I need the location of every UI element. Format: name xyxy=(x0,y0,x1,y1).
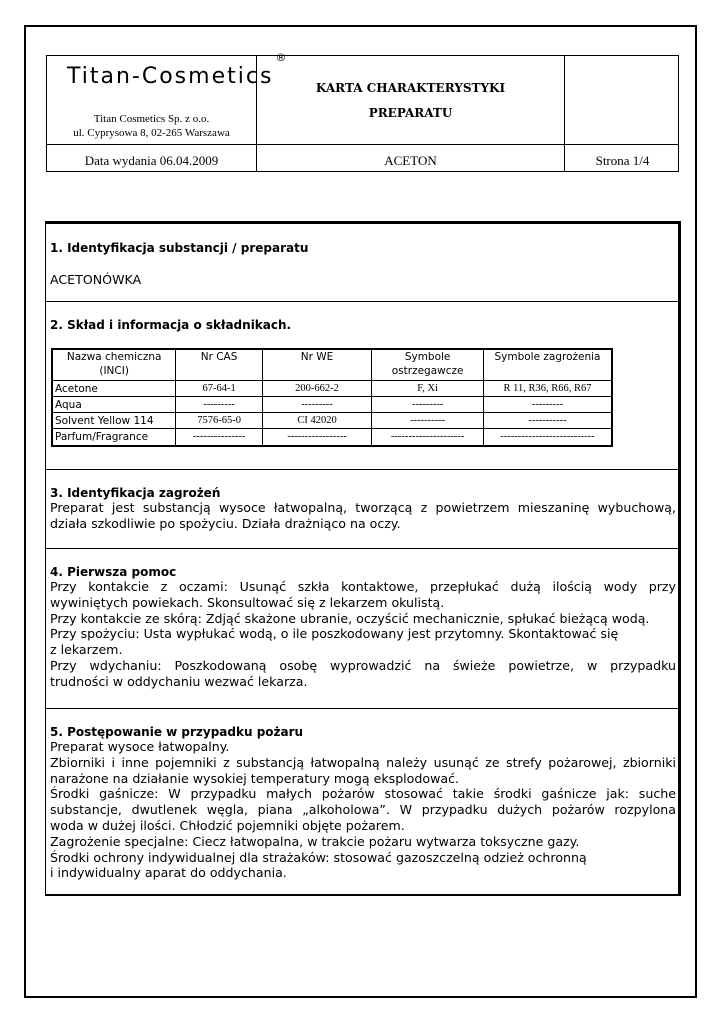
text-line: trudności w oddychaniu wezwać lekarza. xyxy=(50,673,308,689)
column-header: Nr CAS xyxy=(176,349,263,381)
text-line: Środki gaśnicze: W przypadku małych pożarów stosować takie środki gaśnicze jak: suche xyxy=(50,786,676,802)
table-cell: --------------- xyxy=(176,429,263,447)
table-cell: R 11, R36, R66, R67 xyxy=(483,381,612,397)
page-number: Strona 1/4 xyxy=(595,153,650,168)
text-line: Przy kontakcie z oczami: Usunąć szkła kontaktowe, przepłukać dużą ilością wody przy xyxy=(50,579,676,594)
table-cell: ----------------- xyxy=(262,429,371,447)
text-line: Przy kontakcie ze skórą: Zdjąć skażone ubranie, oczyścić mechanicznie, spłukać bieżącą wodą. xyxy=(50,610,650,626)
table-cell: Parfum/Fragrance xyxy=(52,429,176,447)
column-header: Symbole zagrożenia xyxy=(483,349,612,381)
table-row xyxy=(52,381,612,397)
text-line: Preparat wysoce łatwopalny. xyxy=(50,739,230,754)
table-cell: Solvent Yellow 114 xyxy=(52,413,176,429)
table-cell: 200-662-2 xyxy=(262,381,371,397)
table-cell: Acetone xyxy=(52,381,176,397)
table-header-row xyxy=(52,349,612,381)
company-logo xyxy=(67,50,289,89)
table-cell: ----------- xyxy=(483,413,612,429)
table-cell: CI 42020 xyxy=(262,413,371,429)
table-cell: F, Xi xyxy=(372,381,484,397)
text-line: Przy wdychaniu: Poszkodowaną osobę wyprowadzić na świeże powietrze, w przypadku xyxy=(50,657,676,673)
text-line: narażone na działanie wysokiej temperatury mogą eksplodować. xyxy=(50,770,460,786)
table-cell: --------- xyxy=(483,397,612,413)
section-1 xyxy=(46,222,680,302)
column-header: Nazwa chemiczna (INCI) xyxy=(52,349,176,381)
section-4-heading: 4. Pierwsza pomoc xyxy=(50,565,177,579)
section-3-heading: 3. Identyfikacja zagrożeń xyxy=(50,486,221,500)
table-cell: --------- xyxy=(262,397,371,413)
table-row xyxy=(52,413,612,429)
section-4-text xyxy=(50,579,676,690)
section-2-heading: 2. Skład i informacja o składnikach. xyxy=(50,318,292,332)
text-line: Zbiorniki i inne pojemniki z substancją łatwopalną należy usunąć ze strefy pożarowej, zbiorniki xyxy=(50,754,676,770)
text-line: wywiniętych powiekach. Skonsultować się z lekarzem okulistą. xyxy=(50,594,445,610)
table-cell: 67-64-1 xyxy=(176,381,263,397)
text-line: substancje, dwutlenek węgla, piana „alkoholowa”. W przypadku dużych pożarów rozpylona xyxy=(50,802,676,818)
table-row xyxy=(52,429,612,447)
logo-text: Titan-Cosmetics xyxy=(67,64,274,89)
title-line-2: PREPARATU xyxy=(368,106,453,120)
section-3-text: Preparat jest substancją wysoce łatwopalną, tworzącą z powietrzem mieszaninę wybuchową, działa szkodliwie po spożyciu. Działa drażniąco na oczy. xyxy=(50,500,676,531)
company-name: Titan Cosmetics Sp. z o.o. xyxy=(93,113,210,125)
section-3 xyxy=(46,470,680,549)
column-header: Nr WE xyxy=(262,349,371,381)
section-5-heading: 5. Postępowanie w przypadku pożaru xyxy=(50,725,304,739)
section-4 xyxy=(46,549,680,709)
section-1-product: ACETONÓWKA xyxy=(50,272,142,287)
table-cell: ---------- xyxy=(372,413,484,429)
table-row xyxy=(52,397,612,413)
text-line: Środki ochrony indywidualnej dla strażaków: stosować gazoszczelną odzież ochronną xyxy=(50,849,587,865)
table-cell: --------------------------- xyxy=(483,429,612,447)
company-address: ul. Cyprysowa 8, 02-265 Warszawa xyxy=(73,127,230,139)
section-1-heading: 1. Identyfikacja substancji / preparatu xyxy=(50,241,309,255)
table-cell: --------- xyxy=(176,397,263,413)
table-cell: Aqua xyxy=(52,397,176,413)
composition-table xyxy=(51,348,613,447)
issue-date: Data wydania 06.04.2009 xyxy=(84,153,219,168)
document-title xyxy=(257,76,564,126)
product-name: ACETON xyxy=(384,153,437,168)
registered-mark: ® xyxy=(275,50,289,64)
section-5-text xyxy=(50,739,676,881)
text-line: Przy spożyciu: Usta wypłukać wodą, o ile poszkodowany jest przytomny. Skontaktować się xyxy=(50,626,619,642)
table-cell: --------- xyxy=(372,397,484,413)
text-line: Zagrożenie specjalne: Ciecz łatwopalna, w trakcie pożaru wytwarza toksyczne gazy. xyxy=(50,833,580,849)
table-cell: --------------------- xyxy=(372,429,484,447)
text-line: z lekarzem. xyxy=(50,642,123,658)
document-header xyxy=(46,50,679,172)
content-box xyxy=(45,221,681,896)
text-line: i indywidualny aparat do oddychania. xyxy=(50,865,287,881)
text-line: woda w dużej ilości. Chłodzić pojemniki objęte pożarem. xyxy=(50,817,405,833)
title-line-1: KARTA CHARAKTERYSTYKI xyxy=(315,81,506,95)
column-header: Symbole ostrzegawcze xyxy=(372,349,484,381)
table-cell: 7576-65-0 xyxy=(176,413,263,429)
section-5 xyxy=(46,709,680,896)
